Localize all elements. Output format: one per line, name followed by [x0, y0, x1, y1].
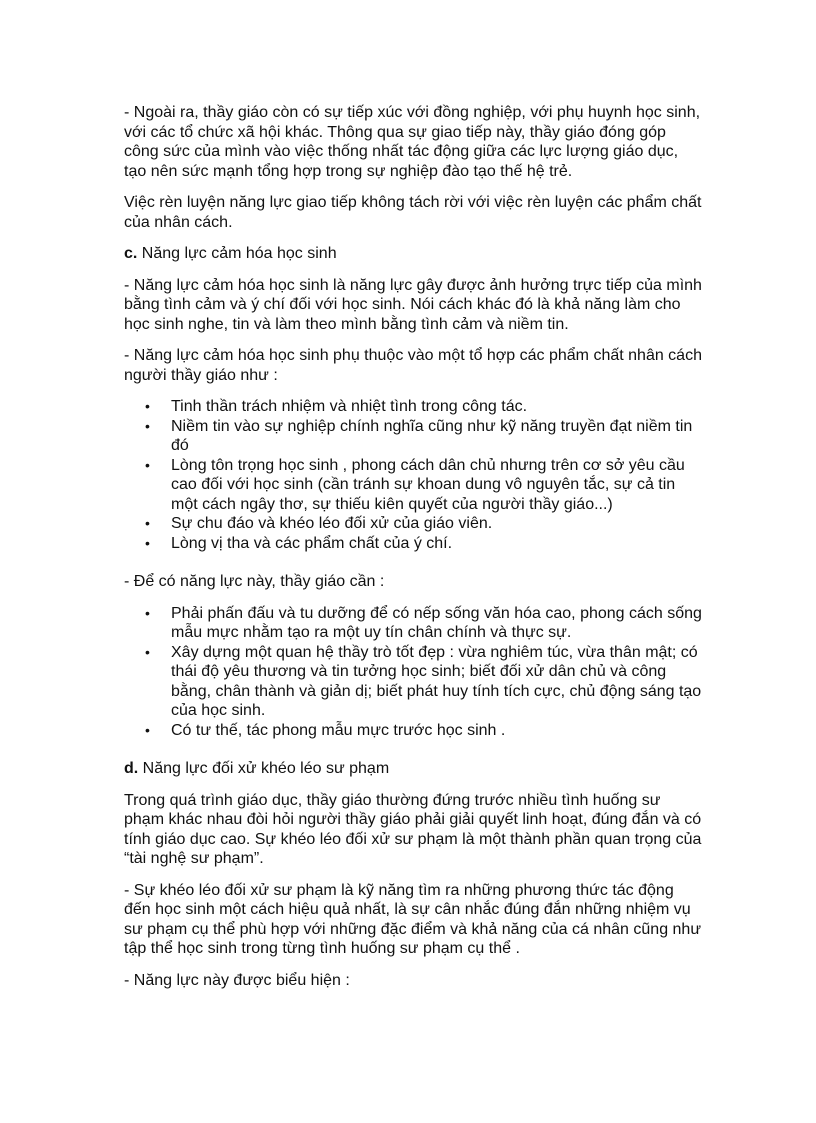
list-item-text: Sự chu đáo và khéo léo đối xử của giáo viên.	[171, 515, 493, 532]
list-item	[145, 604, 704, 643]
list-item	[145, 643, 704, 721]
paragraph-pedagogical-situations: Trong quá trình giáo dục, thầy giáo thường đứng trước nhiều tình huống sư phạm khác nhau đòi hỏi người thầy giáo phải giải quyết linh hoạt, đúng đắn và có tính giáo dục cao. Sự khéo léo đối xử sư phạm là một thành phần quan trọng của “tài nghệ sư phạm”.	[124, 791, 702, 867]
list-item-text: Phải phấn đấu và tu dưỡng để có nếp sống văn hóa cao, phong cách sống mẫu mực nhằm tạo ra một uy tín chân chính và thực sự.	[171, 604, 702, 641]
bullet-icon: •	[145, 515, 150, 531]
qualities-list	[124, 397, 704, 553]
bullet-icon: •	[145, 417, 150, 434]
paragraph-tact-definition: - Sự khéo léo đối xử sư phạm là kỹ năng tìm ra những phương thức tác động đến học sinh một cách hiệu quả nhất, là sự cân nhắc đúng đắn những nhiệm vụ sư phạm cụ thể phù hợp với những đặc điểm và khả năng của cá nhân cũng như tập thể học sinh trong từng tình huống sư phạm cụ thể .	[124, 881, 702, 957]
section-heading-d	[124, 759, 704, 779]
section-heading-c	[124, 244, 704, 264]
bullet-icon: •	[145, 604, 150, 621]
list-item	[145, 534, 704, 554]
section-heading-d-text: Năng lực đối xử khéo léo sư phạm	[138, 760, 390, 777]
list-item	[145, 417, 704, 456]
list-item	[145, 514, 704, 534]
list-item-text: Có tư thế, tác phong mẫu mực trước học sinh .	[171, 721, 506, 739]
document-page	[124, 103, 704, 1002]
teacher-needs-list	[124, 604, 704, 741]
list-item-text: Lòng tôn trọng học sinh , phong cách dân chủ nhưng trên cơ sở yêu cầu cao đối với học sinh (cần tránh sự khoan dung vô nguyên tắc, sự cả tin một cách ngây thơ, sự thiếu kiên quyết của người thầy giáo...)	[171, 456, 685, 513]
bullet-icon: •	[145, 398, 150, 414]
bullet-icon: •	[145, 456, 150, 473]
section-heading-d-prefix: d.	[124, 760, 139, 777]
paragraph-teacher-needs: - Để có năng lực này, thầy giáo cần :	[124, 573, 385, 590]
paragraph-influence-definition: - Năng lực cảm hóa học sinh là năng lực gây được ảnh hưởng trực tiếp của mình bằng tình cảm và ý chí đối với học sinh. Nói cách khác đó là khả năng làm cho học sinh nghe, tin và làm theo mình bằng tình cảm và niềm tin.	[124, 276, 702, 333]
paragraph-influence-depends: - Năng lực cảm hóa học sinh phụ thuộc vào một tổ hợp các phẩm chất nhân cách người thầy giáo như :	[124, 347, 702, 384]
list-item	[145, 456, 704, 515]
list-item-text: Lòng vị tha và các phẩm chất của ý chí.	[171, 534, 453, 552]
paragraph-manifestation: - Năng lực này được biểu hiện :	[124, 971, 350, 989]
section-heading-c-text: Năng lực cảm hóa học sinh	[137, 245, 337, 262]
list-item	[145, 397, 704, 417]
section-heading-c-prefix: c.	[124, 245, 138, 262]
list-item-text: Niềm tin vào sự nghiệp chính nghĩa cũng như kỹ năng truyền đạt niềm tin đó	[171, 417, 693, 454]
bullet-icon: •	[145, 721, 150, 738]
list-item	[145, 721, 704, 741]
bullet-icon: •	[145, 534, 150, 551]
list-item-text: Xây dựng một quan hệ thầy trò tốt đẹp : vừa nghiêm túc, vừa thân mật; có thái độ yêu thương và tin tưởng học sinh; biết đối xử dân chủ và công bằng, chân thành và giản dị; biết phát huy tính tích cực, chủ động sáng tạo của học sinh.	[171, 643, 702, 719]
bullet-icon: •	[145, 643, 150, 660]
list-item-text: Tinh thần trách nhiệm và nhiệt tình trong công tác.	[171, 398, 528, 415]
paragraph-communication-training: Việc rèn luyện năng lực giao tiếp không tách rời với việc rèn luyện các phẩm chất của nhân cách.	[124, 194, 702, 231]
paragraph-colleague-contact: - Ngoài ra, thầy giáo còn có sự tiếp xúc với đồng nghiệp, với phụ huynh học sinh, với các tổ chức xã hội khác. Thông qua sự giao tiếp này, thầy giáo đóng góp công sức của mình vào việc thống nhất tác động giữa các lực lượng giáo dục, tạo nên sức mạnh tổng hợp trong sự nghiệp đào tạo thế hệ trẻ.	[124, 104, 701, 180]
